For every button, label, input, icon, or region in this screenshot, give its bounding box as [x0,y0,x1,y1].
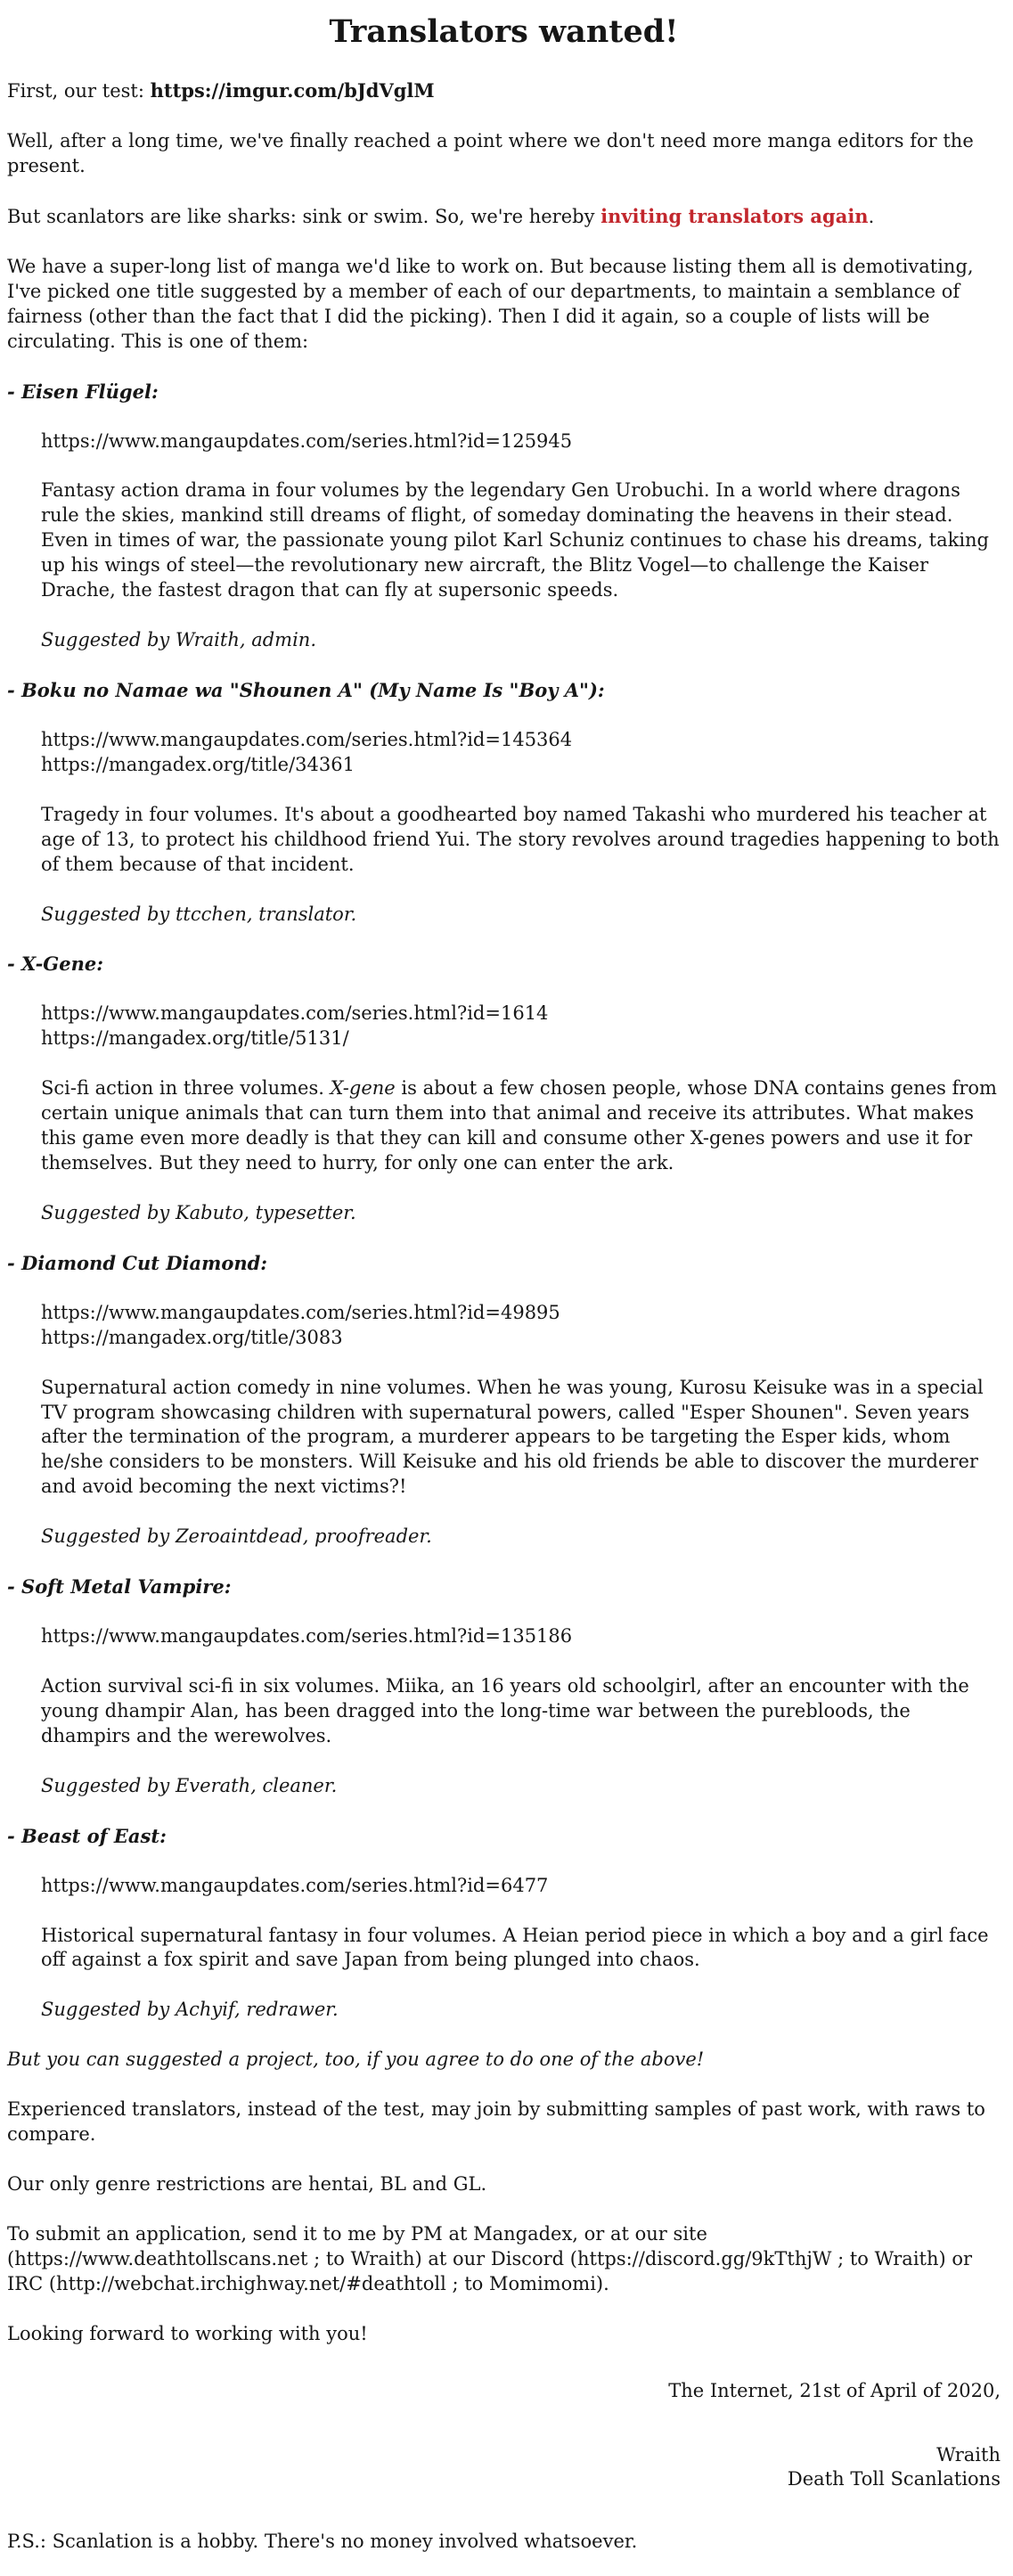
series-url: https://www.mangaupdates.com/series.html?id=49895 [41,1301,560,1323]
series-url: https://mangadex.org/title/3083 [41,1326,343,1348]
sharks-period: . [868,206,875,228]
genre-restrictions: Our only genre restrictions are hentai, BL and GL. [7,2173,487,2196]
test-url: https://imgur.com/bJdVglM [150,79,435,102]
section-title: - Soft Metal Vampire: [7,1575,232,1599]
signature-date: The Internet, 21st of April of 2020, [668,2379,1001,2401]
suggested-by: Suggested by Wraith, admin. [41,629,316,651]
section-description: Tragedy in four volumes. It's about a goodhearted boy named Takashi who murdered his teacher at age of 13, to protect his childhood friend Yui. The story revolves around tragedies happening to both of them because of that incident. [41,803,1000,875]
suggested-by: Suggested by Zeroaintdead, proofreader. [41,1525,432,1548]
series-url: https://www.mangaupdates.com/series.html?id=6477 [41,1874,549,1896]
manga-section-x-gene [7,952,1001,1225]
suggested-by: Suggested by Everath, cleaner. [41,1774,338,1796]
section-urls [41,728,1001,778]
section-urls [41,1874,1001,1899]
series-url: https://www.mangaupdates.com/series.html?id=145364 [41,728,573,750]
series-url: https://www.mangaupdates.com/series.html?id=1614 [41,1002,549,1025]
section-urls [41,429,1001,454]
section-description: Fantasy action drama in four volumes by the legendary Gen Urobuchi. In a world where dragons rule the skies, mankind still dreams of flight, of someday dominating the heavens in their stead. Even in times of war, the passionate young pilot Karl Schuniz continues to chase his dreams, taking up his wings of steel—the revolutionary new aircraft, the Blitz Vogel—to challenge the Kaiser Drache, the fastest dragon that can fly at supersonic speeds. [41,479,989,601]
section-urls [41,1002,1001,1051]
intro-test-line [7,78,1001,104]
manga-section-diamond-cut-diamond [7,1251,1001,1550]
manga-section-shounen-a [7,678,1001,927]
closing-line: Looking forward to working with you! [7,2322,368,2344]
signature-name: Wraith [936,2443,1001,2466]
manga-section-soft-metal-vampire [7,1574,1001,1799]
section-urls [41,1624,1001,1649]
sharks-text: But scanlators are like sharks: sink or swim. So, we're hereby [7,206,601,228]
note-suggest-own-project: But you can suggested a project, too, if you agree to do one of the above! [7,2049,705,2071]
intro-paragraph-sharks [7,204,1001,230]
suggested-by: Suggested by ttcchen, translator. [41,903,357,925]
postscript: P.S.: Scanlation is a hobby. There's no money involved whatsoever. [7,2531,638,2553]
series-url: https://www.mangaupdates.com/series.html?id=125945 [41,429,573,452]
description-text: Sci-fi action in three volumes. [41,1077,331,1100]
section-title: - Beast of East: [7,1824,167,1847]
description-text: is about a few chosen people, whose DNA contains genes from certain unique animals that can turn them into that animal and receive its attributes. What makes this game even more deadly is that they can kill and consume other X-genes powers and use it for themselves. But they need to hurry, for only one can enter the ark. [41,1077,997,1174]
signature-block [7,2443,1001,2493]
section-urls [41,1301,1001,1351]
section-title: - Boku no Namae wa "Shounen A" (My Name Is "Boy A"): [7,679,605,701]
experienced-translators-paragraph: Experienced translators, instead of the test, may join by submitting samples of past work, with raws to compare. [7,2098,985,2146]
section-description: Historical supernatural fantasy in four volumes. A Heian period piece in which a boy and a girl face off against a fox spirit and save Japan from being plunged into chaos. [41,1924,989,1971]
suggested-by: Suggested by Kabuto, typesetter. [41,1201,356,1223]
inviting-translators-highlight: inviting translators again [600,205,869,228]
section-title: - Diamond Cut Diamond: [7,1251,268,1274]
series-url: https://mangadex.org/title/5131/ [41,1027,349,1050]
series-url: https://mangadex.org/title/34361 [41,753,355,775]
page-title: Translators wanted! [329,13,679,50]
intro-paragraph-list: We have a super-long list of manga we'd like to work on. But because listing them all is demotivating, I've picked one title suggested by a member of each of our departments, to maintain a semblance of fairness (other than the fact that I did the picking). Then I did it again, so a couple of lists will be circulating. This is one of them: [7,255,974,352]
suggested-by: Suggested by Achyif, redrawer. [41,1999,339,2021]
intro-paragraph-editors: Well, after a long time, we've finally reached a point where we don't need more manga editors for the present. [7,130,974,177]
series-url: https://www.mangaupdates.com/series.html?id=135186 [41,1625,573,1648]
section-title: - Eisen Flügel: [7,380,159,403]
test-label: First, our test: [7,80,151,102]
section-title: - X-Gene: [7,953,103,976]
section-description: Supernatural action comedy in nine volumes. When he was young, Kurosu Keisuke was in a special TV program showcasing children with supernatural powers, called "Esper Shounen". Seven years after the termination of the program, a murderer appears to be targeting the Esper kids, whom he/she considers to be monsters. Will Keisuke and his old friends be able to discover the murderer and avoid becoming the next victims?! [41,1376,984,1498]
manga-section-beast-of-east [7,1824,1001,2024]
section-description: Action survival sci-fi in six volumes. Miika, an 16 years old schoolgirl, after an encounter with the young dhampir Alan, has been dragged into the long-time war between the purebloods, the dhampirs and the werewolves. [41,1674,969,1746]
section-description [41,1076,1001,1176]
signature-group: Death Toll Scanlations [787,2468,1001,2490]
application-instructions: To submit an application, send it to me by PM at Mangadex, or at our site (https://www.deathtollscans.net ; to Wraith) at our Discord (https://discord.gg/9kTthjW ; to Wraith) or IRC (http://webchat.irchighway.net/#deathtoll ; to Momimomi). [7,2222,973,2294]
manga-section-eisen-flugel [7,380,1001,653]
description-title-emphasis: X-gene [330,1077,396,1100]
